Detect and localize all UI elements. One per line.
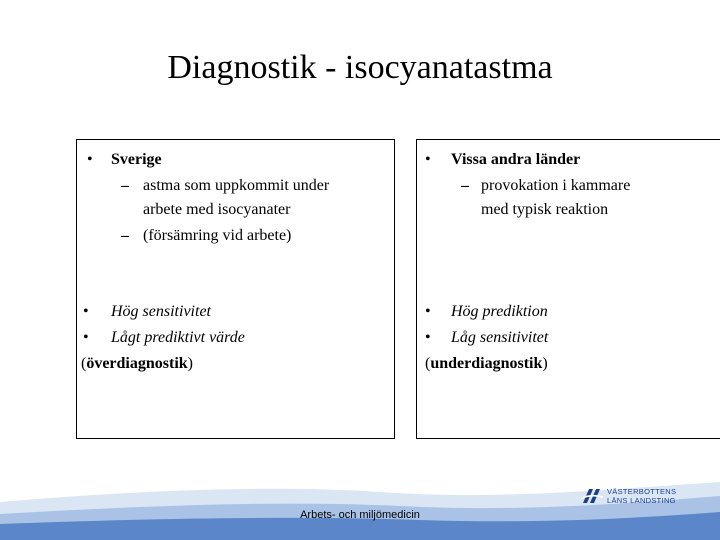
- bullet: •: [83, 329, 89, 346]
- paren-open: (: [81, 355, 87, 372]
- left-panel: [76, 139, 395, 439]
- right-panel: [416, 139, 720, 439]
- paren-close: ): [187, 355, 193, 372]
- left-item1: Hög sensitivitet: [111, 303, 211, 320]
- right-item1: Hög prediktion: [451, 303, 548, 320]
- left-sub2: (försämring vid arbete): [143, 227, 292, 244]
- right-sub1-line1: provokation i kammare: [481, 177, 631, 194]
- right-heading: Vissa andra länder: [451, 151, 581, 168]
- right-diagnosis: [425, 352, 548, 376]
- right-diagnosis-word: underdiagnostik: [430, 355, 543, 372]
- slide-title: Diagnostik - isocyanatastma: [167, 49, 553, 86]
- logo-line2: LÄNS LANDSTING: [607, 496, 676, 505]
- bullet: •: [87, 151, 93, 168]
- county-logo-text: [607, 487, 676, 505]
- dash: –: [121, 177, 129, 194]
- bullet: •: [425, 303, 431, 320]
- left-sub1-line1: astma som uppkommit under: [143, 177, 330, 194]
- right-item2: Låg sensitivitet: [451, 329, 549, 346]
- left-diagnosis: [81, 352, 193, 376]
- left-diagnosis-word: överdiagnostik: [86, 355, 188, 372]
- left-sub1-line2: arbete med isocyanater: [143, 201, 291, 218]
- bullet: •: [425, 329, 431, 346]
- dash: –: [461, 177, 469, 194]
- logo-line1: VÄSTERBOTTENS: [607, 487, 677, 496]
- left-item2: Lågt prediktivt värde: [111, 329, 245, 346]
- paren-close: ): [542, 355, 548, 372]
- footer-text: Arbets- och miljömedicin: [300, 509, 420, 521]
- bullet: •: [425, 151, 431, 168]
- dash: –: [121, 227, 129, 244]
- paren-open: (: [425, 355, 431, 372]
- county-logo-icon: [581, 487, 603, 505]
- bullet: •: [83, 303, 89, 320]
- left-heading: Sverige: [111, 151, 162, 168]
- right-sub1-line2: med typisk reaktion: [481, 201, 609, 218]
